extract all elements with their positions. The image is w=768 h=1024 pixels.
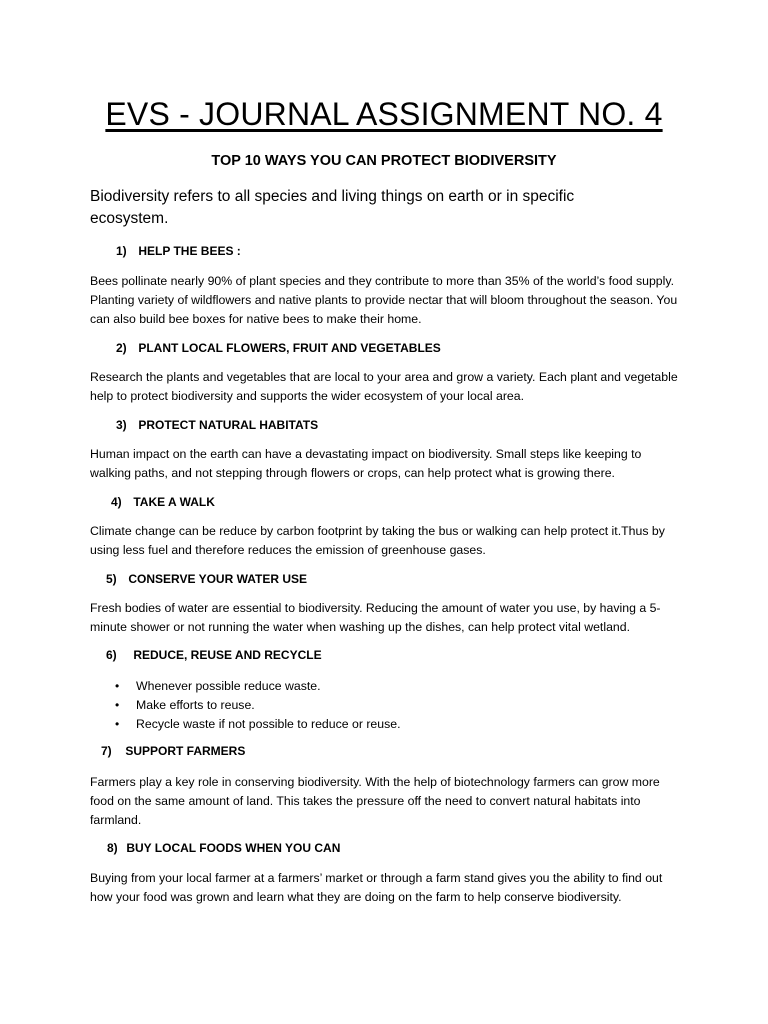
section-heading-2 [116, 341, 441, 355]
section-number: 1) [116, 244, 127, 258]
section-heading-3 [116, 418, 318, 432]
section-body-7: Farmers play a key role in conserving biodiversity. With the help of biotechnology farmers can grow more food on the same amount of land. This takes the pressure off the need to convert natural habitats into farmland. [90, 775, 660, 827]
section-title: BUY LOCAL FOODS WHEN YOU CAN [126, 841, 341, 855]
section-heading-1 [116, 244, 241, 258]
list-item [90, 696, 680, 715]
section-heading-5 [106, 572, 307, 586]
list-item-text: Make efforts to reuse. [136, 698, 255, 712]
section-body-2: Research the plants and vegetables that are local to your area and grow a variety. Each plant and vegetable help to protect biodiversity and supports the wider ecosystem of your local area. [90, 370, 678, 403]
document-title: EVS - JOURNAL ASSIGNMENT NO. 4 [105, 96, 663, 132]
section-body-3: Human impact on the earth can have a devastating impact on biodiversity. Small steps like keeping to walking paths, and not stepping through flowers or crops, can help protect what is growing there. [90, 447, 642, 480]
section-number: 3) [116, 418, 127, 432]
document-subtitle: TOP 10 WAYS YOU CAN PROTECT BIODIVERSITY [211, 153, 557, 169]
intro-paragraph: Biodiversity refers to all species and living things on earth or in specific ecosystem. [90, 188, 575, 227]
bullet-list [90, 677, 680, 734]
section-body-4: Climate change can be reduce by carbon footprint by taking the bus or walking can help protect it.Thus by using less fuel and therefore reduces the emission of greenhouse gases. [90, 524, 665, 557]
section-body-1: Bees pollinate nearly 90% of plant species and they contribute to more than 35% of the world’s food supply. Planting variety of wildflowers and native plants to provide nectar that will bloom throughout the season. You can also build bee boxes for native bees to make their home. [90, 274, 678, 326]
section-heading-6 [106, 648, 322, 662]
section-heading-4 [111, 495, 215, 509]
section-title: CONSERVE YOUR WATER USE [128, 572, 308, 586]
section-body-5: Fresh bodies of water are essential to biodiversity. Reducing the amount of water you use, by having a 5-minute shower or not running the water when washing up the dishes, can help protect vital wetland. [90, 601, 661, 634]
section-number: 8) [107, 841, 118, 855]
section-number: 2) [116, 341, 127, 355]
section-title: PLANT LOCAL FLOWERS, FRUIT AND VEGETABLES [138, 341, 441, 355]
section-title: PROTECT NATURAL HABITATS [138, 418, 319, 432]
list-item [90, 677, 680, 696]
section-heading-8 [107, 841, 340, 855]
section-number: 4) [111, 495, 122, 509]
section-body-8: Buying from your local farmer at a farmers’ market or through a farm stand gives you the ability to find out how your food was grown and learn what they are doing on the farm to help conserve biodiversity. [90, 871, 663, 904]
list-item-text: Whenever possible reduce waste. [136, 679, 321, 693]
section-title: REDUCE, REUSE AND RECYCLE [133, 648, 322, 662]
section-title: SUPPORT FARMERS [125, 744, 246, 758]
section-title: TAKE A WALK [133, 495, 215, 509]
section-number: 5) [106, 572, 117, 586]
section-number: 6) [106, 648, 117, 662]
bullet-icon: • [115, 698, 120, 712]
list-item [90, 715, 680, 734]
bullet-icon: • [115, 679, 120, 693]
list-item-text: Recycle waste if not possible to reduce or reuse. [136, 717, 401, 731]
section-number: 7) [101, 744, 112, 758]
section-heading-7 [101, 744, 245, 758]
bullet-icon: • [115, 717, 120, 731]
section-title: HELP THE BEES : [138, 244, 241, 258]
